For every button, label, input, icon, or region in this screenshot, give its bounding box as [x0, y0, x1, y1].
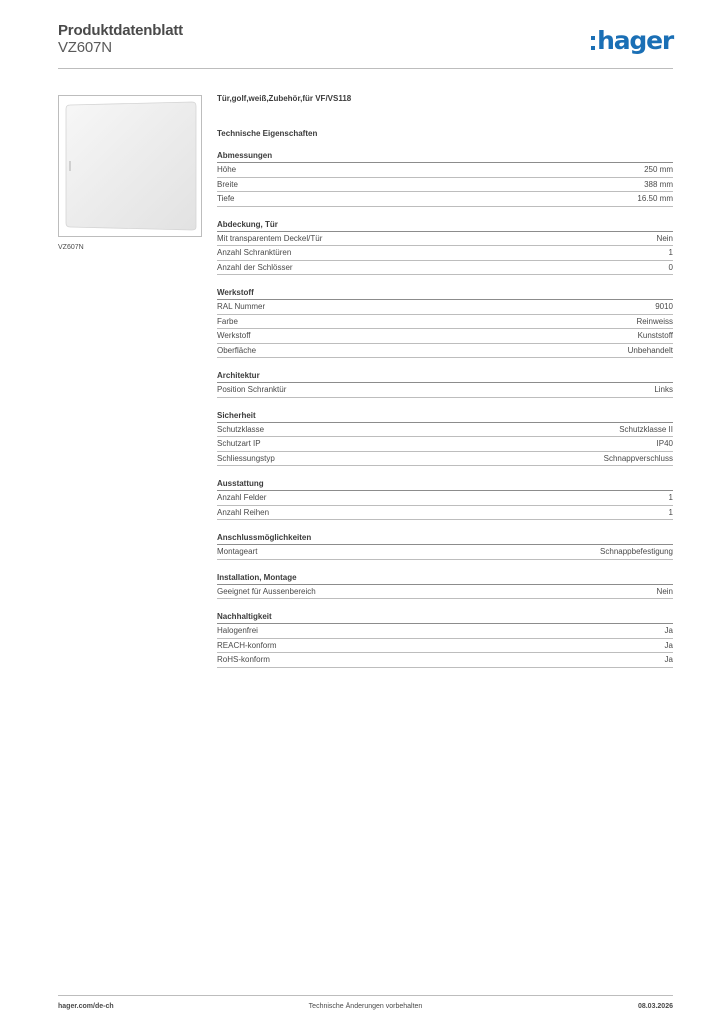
footer-date: 08.03.2026	[637, 1003, 673, 1010]
property-label: Farbe	[217, 316, 238, 326]
property-group	[217, 150, 673, 207]
door-panel-icon	[64, 101, 197, 231]
group-title: Architektur	[217, 370, 673, 383]
property-row	[217, 585, 673, 600]
property-row	[217, 639, 673, 654]
document-title: Produktdatenblatt	[58, 22, 183, 39]
property-row	[217, 329, 673, 344]
property-row	[217, 506, 673, 521]
property-row	[217, 653, 673, 668]
property-row	[217, 452, 673, 467]
property-group	[217, 572, 673, 600]
property-label: RAL Nummer	[217, 302, 266, 311]
product-details	[217, 90, 673, 668]
property-value: Schnappverschluss	[603, 453, 673, 463]
property-row	[217, 383, 673, 398]
property-value: 388 mm	[644, 179, 673, 189]
property-value: Ja	[664, 655, 673, 664]
property-row	[217, 192, 673, 207]
property-label: RoHS-konform	[217, 655, 270, 664]
property-value: 9010	[655, 302, 673, 311]
property-group	[217, 219, 673, 276]
property-value: Nein	[656, 233, 673, 243]
property-label: Position Schranktür	[217, 385, 287, 394]
footer-website: hager.com/de-ch	[58, 1003, 114, 1010]
property-row	[217, 423, 673, 438]
property-row	[217, 315, 673, 330]
property-group	[217, 611, 673, 668]
property-groups	[217, 150, 673, 668]
property-group	[217, 532, 673, 560]
property-row	[217, 300, 673, 315]
property-row	[217, 344, 673, 359]
image-caption: VZ607N	[58, 244, 84, 251]
property-label: Mit transparentem Deckel/Tür	[217, 233, 323, 243]
page-footer	[58, 995, 673, 1016]
property-value: Ja	[664, 640, 673, 650]
property-value: 1	[668, 248, 673, 257]
property-group	[217, 478, 673, 520]
property-value: 0	[668, 262, 673, 272]
property-row	[217, 232, 673, 247]
property-value: Links	[654, 385, 673, 394]
product-description: Tür,golf,weiß,Zubehör,für VF/VS118	[217, 94, 352, 103]
property-label: Anzahl Schranktüren	[217, 248, 292, 257]
property-value: Nein	[656, 586, 673, 596]
property-value: 1	[668, 507, 673, 517]
property-group	[217, 410, 673, 467]
property-group	[217, 287, 673, 358]
property-value: 16.50 mm	[637, 194, 673, 203]
property-row	[217, 246, 673, 261]
property-row	[217, 545, 673, 560]
group-title: Installation, Montage	[217, 572, 673, 585]
group-title: Werkstoff	[217, 287, 673, 300]
property-value: Schnappbefestigung	[600, 547, 673, 556]
property-label: Anzahl Reihen	[217, 507, 270, 517]
property-label: Schliessungstyp	[217, 453, 275, 463]
property-group	[217, 370, 673, 398]
property-row	[217, 491, 673, 506]
group-title: Nachhaltigkeit	[217, 611, 673, 624]
group-title: Abdeckung, Tür	[217, 219, 673, 232]
property-label: Anzahl Felder	[217, 493, 267, 502]
property-label: Werkstoff	[217, 331, 251, 340]
hager-logo	[591, 26, 673, 56]
property-value: Schutzklasse II	[619, 424, 673, 434]
property-row	[217, 261, 673, 276]
property-value: Ja	[664, 626, 673, 635]
property-label: Höhe	[217, 165, 237, 174]
property-row	[217, 178, 673, 193]
property-label: Halogenfrei	[217, 626, 258, 635]
property-value: Kunststoff	[637, 331, 673, 340]
footer-disclaimer: Technische Änderungen vorbehalten	[308, 1003, 423, 1010]
property-value: 1	[668, 493, 673, 502]
property-label: REACH-konform	[217, 640, 277, 650]
property-label: Montageart	[217, 547, 258, 556]
logo-dots-icon	[591, 36, 595, 50]
property-row	[217, 437, 673, 452]
logo-wordmark: hager	[597, 26, 673, 55]
property-value: Reinweiss	[636, 316, 673, 326]
property-label: Breite	[217, 179, 238, 189]
property-value: IP40	[656, 439, 673, 448]
property-label: Tiefe	[217, 194, 235, 203]
article-number: VZ607N	[58, 39, 112, 56]
group-title: Anschlussmöglichkeiten	[217, 532, 673, 545]
group-title: Sicherheit	[217, 410, 673, 423]
technical-properties-heading: Technische Eigenschaften	[217, 129, 318, 138]
group-title: Abmessungen	[217, 150, 673, 163]
property-value: 250 mm	[644, 165, 673, 174]
group-title: Ausstattung	[217, 478, 673, 491]
product-image	[58, 95, 202, 237]
property-label: Oberfläche	[217, 345, 257, 355]
header-divider	[58, 68, 673, 69]
page-header	[58, 20, 673, 70]
property-row	[217, 163, 673, 178]
property-label: Schutzklasse	[217, 424, 265, 434]
property-row	[217, 624, 673, 639]
property-label: Schutzart IP	[217, 439, 261, 448]
property-value: Unbehandelt	[627, 345, 673, 355]
property-label: Anzahl der Schlösser	[217, 262, 293, 272]
property-label: Geeignet für Aussenbereich	[217, 586, 316, 596]
